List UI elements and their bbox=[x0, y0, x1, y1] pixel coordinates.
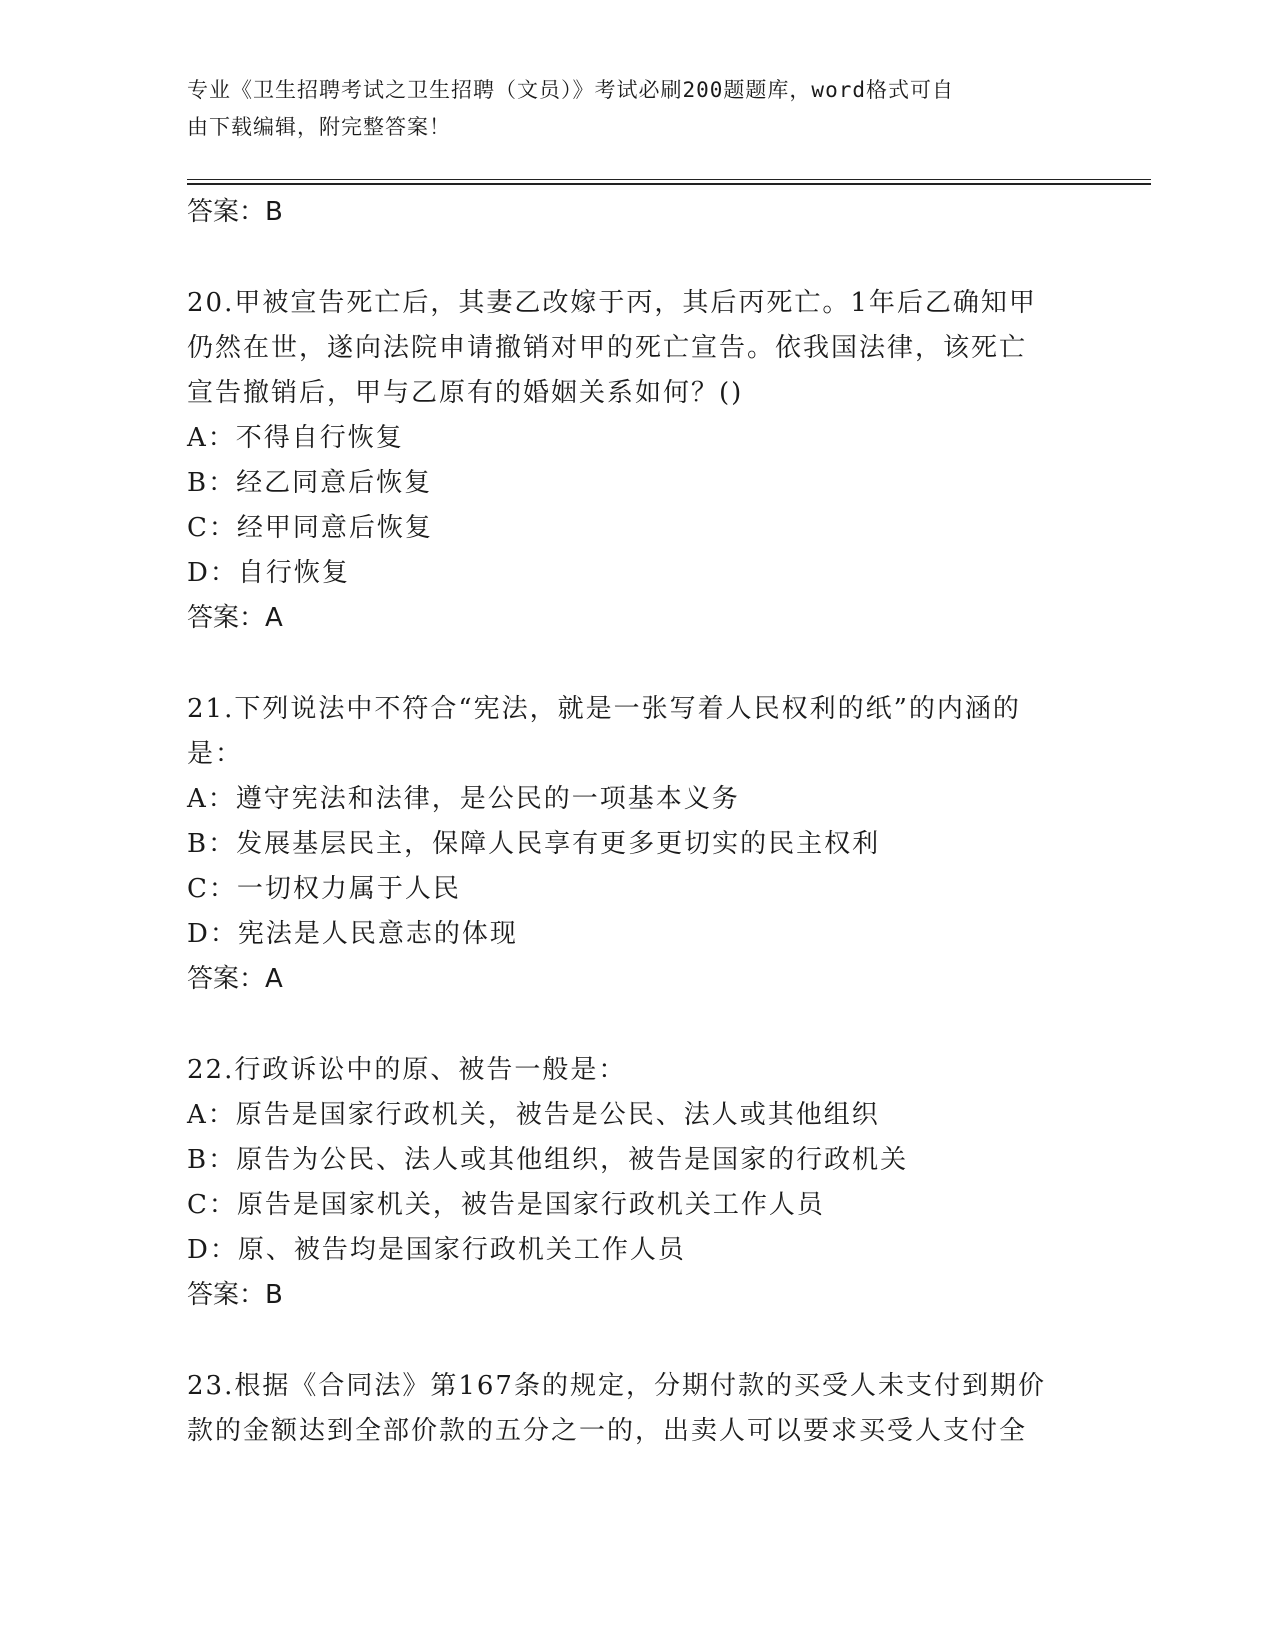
answer-line: 答案：A bbox=[187, 603, 283, 633]
question-stem-line: 23.根据《合同法》第167条的规定，分期付款的买受人未支付到期价 bbox=[187, 1371, 1046, 1401]
option-a: A：遵守宪法和法律，是公民的一项基本义务 bbox=[187, 784, 740, 814]
question-stem-line: 是： bbox=[187, 739, 244, 769]
question-22 bbox=[187, 1048, 1087, 1318]
header-line-2: 由下载编辑，附完整答案！ bbox=[187, 115, 451, 139]
option-c: C：经甲同意后恢复 bbox=[187, 513, 433, 543]
header-line-1: 专业《卫生招聘考试之卫生招聘（文员）》考试必刷200题题库，word格式可自 bbox=[187, 78, 954, 102]
option-a: A：不得自行恢复 bbox=[187, 423, 404, 453]
option-a: A：原告是国家行政机关，被告是公民、法人或其他组织 bbox=[187, 1100, 880, 1130]
header-divider-thick bbox=[187, 183, 1151, 185]
answer-line: 答案：A bbox=[187, 964, 283, 994]
option-d: D：原、被告均是国家行政机关工作人员 bbox=[187, 1235, 686, 1265]
question-stem-line: 宣告撤销后，甲与乙原有的婚姻关系如何？() bbox=[187, 378, 744, 408]
header-divider bbox=[187, 179, 1151, 180]
question-stem-line: 21.下列说法中不符合“宪法，就是一张写着人民权利的纸”的内涵的 bbox=[187, 694, 1021, 724]
option-b: B：发展基层民主，保障人民享有更多更切实的民主权利 bbox=[187, 829, 881, 859]
previous-answer: 答案：B bbox=[187, 197, 283, 227]
option-c: C：一切权力属于人民 bbox=[187, 874, 461, 904]
option-b: B：经乙同意后恢复 bbox=[187, 468, 433, 498]
option-b: B：原告为公民、法人或其他组织，被告是国家的行政机关 bbox=[187, 1145, 909, 1175]
question-20 bbox=[187, 281, 1087, 641]
question-list bbox=[187, 190, 1087, 1454]
option-c: C：原告是国家机关，被告是国家行政机关工作人员 bbox=[187, 1190, 825, 1220]
option-d: D：宪法是人民意志的体现 bbox=[187, 919, 518, 949]
question-stem-line: 22.行政诉讼中的原、被告一般是： bbox=[187, 1055, 627, 1085]
question-23 bbox=[187, 1364, 1087, 1454]
question-stem-line: 款的金额达到全部价款的五分之一的，出卖人可以要求买受人支付全 bbox=[187, 1416, 1028, 1446]
option-d: D：自行恢复 bbox=[187, 558, 350, 588]
question-21 bbox=[187, 687, 1087, 1002]
question-stem-line: 仍然在世，遂向法院申请撤销对甲的死亡宣告。依我国法律，该死亡 bbox=[187, 333, 1028, 363]
document-header bbox=[187, 72, 1067, 146]
question-stem-line: 20.甲被宣告死亡后，其妻乙改嫁于丙，其后丙死亡。1年后乙确知甲 bbox=[187, 288, 1037, 318]
answer-line: 答案：B bbox=[187, 1280, 283, 1310]
